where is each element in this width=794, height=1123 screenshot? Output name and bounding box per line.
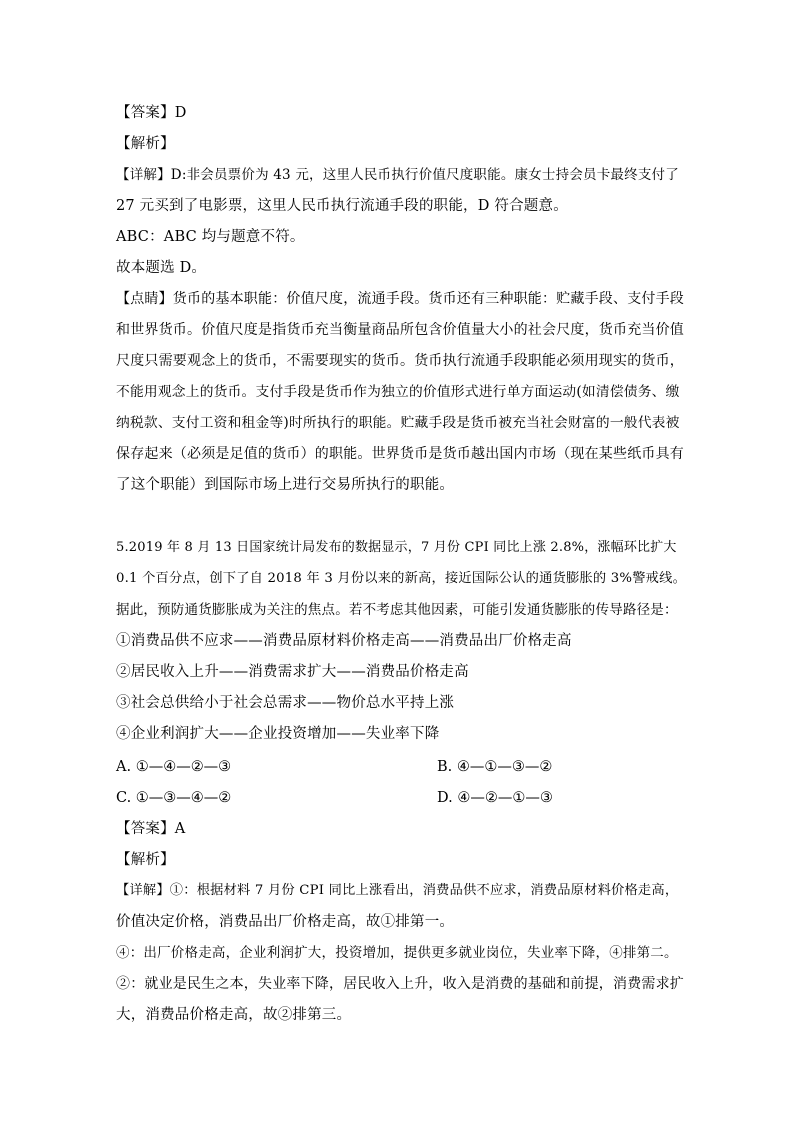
q4-conclusion: 故本题选 D。 bbox=[116, 260, 207, 276]
q5-option-a: A. ①—④—②—③ bbox=[116, 759, 232, 775]
q4-answer: 【答案】D bbox=[116, 105, 187, 121]
q5-option-b: B. ④—①—③—② bbox=[437, 759, 553, 775]
q5-detail-line-4: ②：就业是民生之本，失业率下降，居民收入上升，收入是消费的基础和前提，消费需求扩 bbox=[116, 976, 684, 992]
q4-abc-note: ABC：ABC 均与题意不符。 bbox=[116, 229, 305, 245]
q5-option-d: D. ④—②—①—③ bbox=[437, 790, 553, 806]
q5-item-4: ④企业利润扩大——企业投资增加——失业率下降 bbox=[116, 726, 440, 742]
q5-detail-line-5: 大，消费品价格走高，故②排第三。 bbox=[116, 1007, 352, 1023]
q4-analysis-label: 【解析】 bbox=[116, 136, 175, 152]
q4-tips-line-3: 尺度只需要观念上的货币，不需要现实的货币。货币执行流通手段职能必须用现实的货币， bbox=[116, 353, 684, 369]
q5-detail-line-1: 【详解】①：根据材料 7 月份 CPI 同比上涨看出，消费品供不应求，消费品原材料价格走高， bbox=[116, 883, 679, 898]
q5-stem-line-3: 据此，预防通货膨胀成为关注的焦点。若不考虑其他因素，可能引发通货膨胀的传导路径是： bbox=[116, 602, 678, 618]
q4-tips-line-4: 不能用观念上的货币。支付手段是货币作为独立的价值形式进行单方面运动(如清偿债务、缴 bbox=[116, 384, 680, 400]
q4-detail-line-2: 27 元买到了电影票，这里人民币执行流通手段的职能，D 符合题意。 bbox=[116, 198, 568, 214]
q5-detail-line-3: ④：出厂价格走高，企业利润扩大，投资增加，提供更多就业岗位，失业率下降，④排第二。 bbox=[116, 945, 678, 961]
q4-tips-line-7: 了这个职能）到国际市场上进行交易所执行的职能。 bbox=[116, 477, 455, 493]
q5-option-c: C. ①—③—④—② bbox=[116, 790, 232, 806]
q5-item-2: ②居民收入上升——消费需求扩大——消费品价格走高 bbox=[116, 664, 469, 680]
q4-tips-line-6: 保存起来（必须是足值的货币）的职能。世界货币是货币越出国内市场（现在某些纸币具有 bbox=[116, 446, 684, 462]
q4-detail-line-1: 【详解】D:非会员票价为 43 元，这里人民币执行价值尺度职能。康女士持会员卡最终支付了 bbox=[116, 167, 679, 183]
q5-detail-line-2: 价值决定价格，消费品出厂价格走高，故①排第一。 bbox=[116, 914, 455, 930]
q5-item-3: ③社会总供给小于社会总需求——物价总水平持上涨 bbox=[116, 695, 455, 711]
q5-answer: 【答案】A bbox=[116, 821, 186, 837]
q5-analysis-label: 【解析】 bbox=[116, 852, 175, 868]
q5-item-1: ①消费品供不应求——消费品原材料价格走高——消费品出厂价格走高 bbox=[116, 633, 572, 649]
q4-tips-line-5: 纳税款、支付工资和租金等)时所执行的职能。贮藏手段是货币被充当社会财富的一般代表被 bbox=[116, 415, 680, 431]
q5-stem-line-2: 0.1 个百分点，创下了自 2018 年 3 月份以来的新高，接近国际公认的通货膨胀的 3%警戒线。 bbox=[116, 571, 687, 586]
q4-tips-line-1: 【点睛】货币的基本职能：价值尺度，流通手段。货币还有三种职能：贮藏手段、支付手段 bbox=[116, 291, 684, 307]
q4-tips-line-2: 和世界货币。价值尺度是指货币充当衡量商品所包含价值量大小的社会尺度，货币充当价值 bbox=[116, 322, 684, 338]
q5-stem-line-1: 5.2019 年 8 月 13 日国家统计局发布的数据显示，7 月份 CPI 同比上涨 2.8%，涨幅环比扩大 bbox=[116, 540, 677, 555]
